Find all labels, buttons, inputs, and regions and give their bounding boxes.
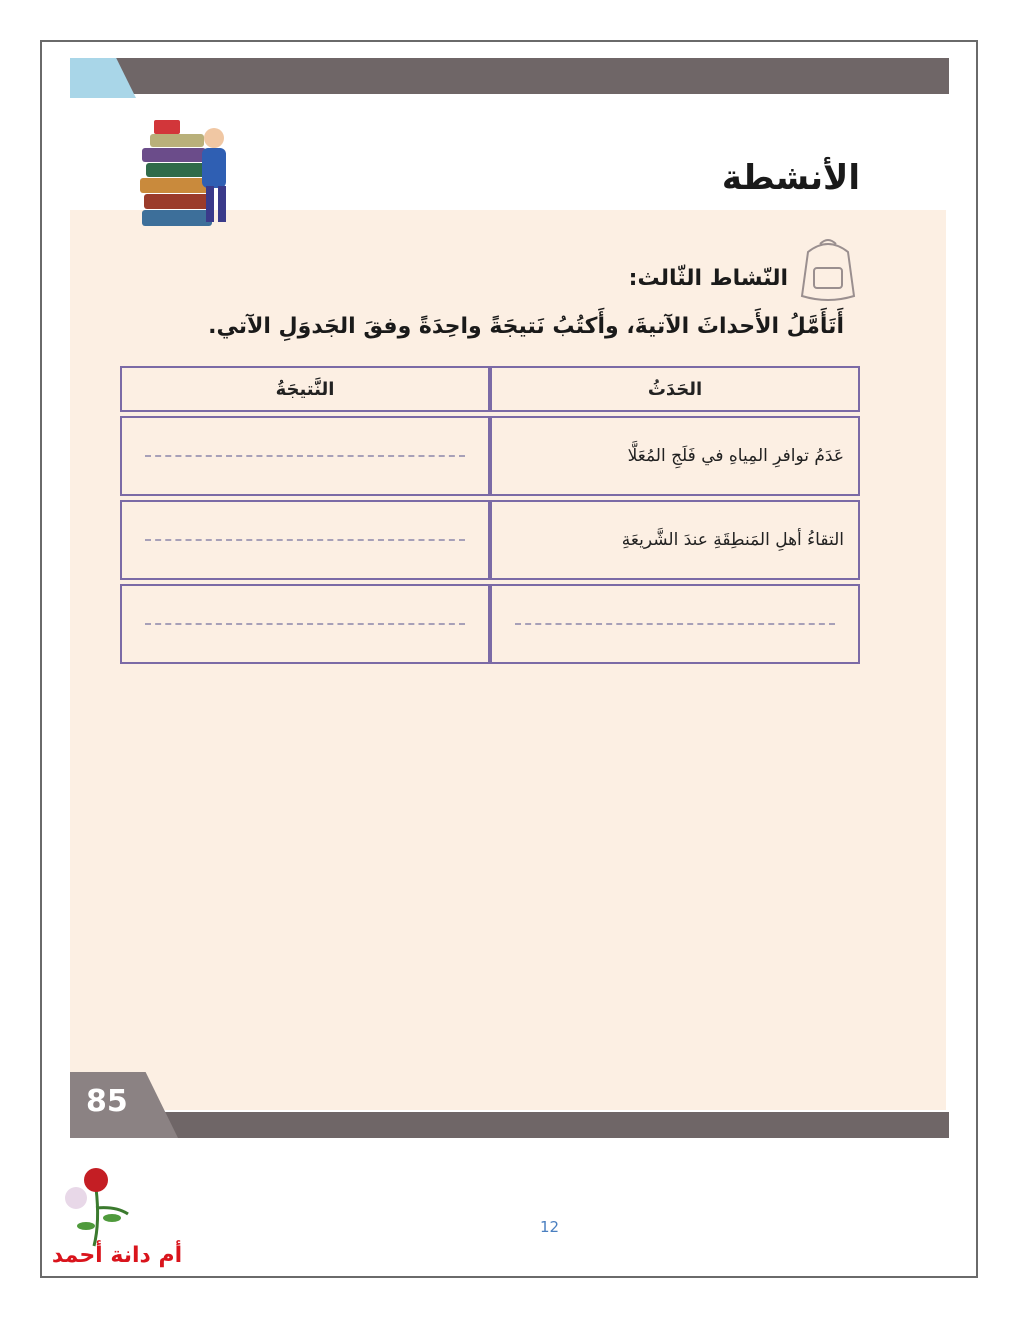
activity-instruction: أَتَأَمَّلُ الأَحداثَ الآتيةَ، وأَكتُبُ نَتيجَةً واحِدَةً وفقَ الجَدوَلِ الآتي. [208,314,844,339]
result-input-2[interactable] [120,500,490,580]
section-title: الأنشطة [721,158,860,198]
answer-line [145,539,465,541]
book-page-number: 85 [86,1084,128,1119]
event-input-3[interactable] [490,584,860,664]
backpack-icon [796,234,860,304]
activity-label: النّشاط الثّالث: [628,266,788,291]
bottom-bar [70,1112,949,1138]
event-cell-1: عَدَمُ توافرِ المِياهِ في فَلَجِ المُعَلَّا [490,416,860,496]
books-stack-icon [136,108,246,234]
answer-line [515,623,835,625]
signature: أم دانة أحمد [51,1243,183,1268]
event-cell-2: التقاءُ أهلِ المَنطِقَةِ عندَ الشَّريعَةِ [490,500,860,580]
result-input-1[interactable] [120,416,490,496]
answer-line [145,623,465,625]
top-bar [70,58,949,94]
document-page-number: 12 [540,1218,560,1236]
answer-line [145,455,465,457]
header-result: النَّتيجَةُ [120,366,490,412]
rose-icon [56,1162,156,1248]
header-event: الحَدَثُ [490,366,860,412]
result-input-3[interactable] [120,584,490,664]
